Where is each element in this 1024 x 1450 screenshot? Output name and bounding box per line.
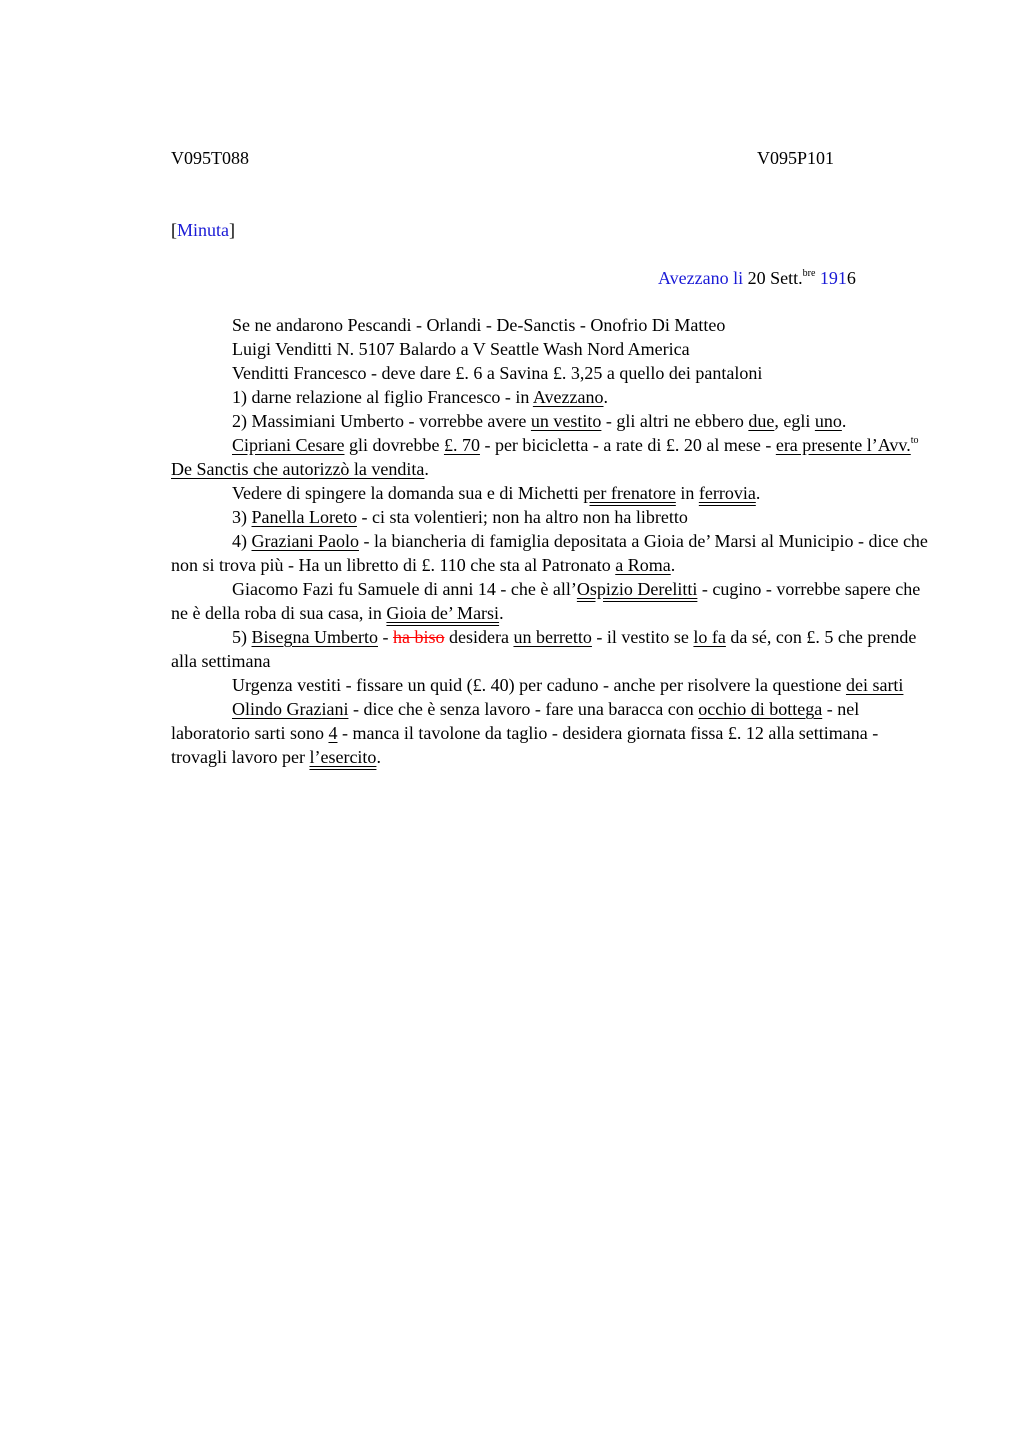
paragraph: 1) darne relazione al figlio Francesco - in Avezzano. [232, 387, 609, 407]
dateline-year-part1: 191 [819, 268, 847, 288]
paragraph: Cipriani Cesare gli dovrebbe £. 70 - per bicicletta - a rate di £. 20 al mese - era presente l’Avv.$^{to}$ De Sanctis che autorizzò la vendita. [171, 435, 919, 479]
paragraph: 2) Massimiani Umberto - vorrebbe avere un vestito - gli altri ne ebbero due, egli uno. [232, 411, 847, 431]
right-archive-code: V095P101 [757, 148, 835, 168]
paragraph: 4) Graziani Paolo - la biancheria di famiglia depositata a Gioia de’ Marsi al Municipio - dice che non si trova più - Ha un libretto di £. 110 che sta al Patronato a Roma. [171, 531, 928, 575]
paragraph: Giacomo Fazi fu Samuele di anni 14 - che è all’Ospizio Derelitti - cugino - vorrebbe sapere che ne è della roba di sua casa, in Gioia de’ Marsi. [171, 579, 921, 623]
paragraph: Venditti Francesco - deve dare £. 6 a Savina £. 3,25 a quello dei pantaloni [232, 363, 763, 383]
bracket-close: ] [229, 220, 235, 240]
paragraph: Se ne andarono Pescandi - Orlandi - De-Sanctis - Onofrio Di Matteo [232, 315, 726, 335]
struck-text: ha biso [392, 627, 445, 647]
paragraph: Vedere di spingere la domanda sua e di Michetti per frenatore in ferrovia. [232, 483, 761, 503]
letter-body [171, 313, 931, 769]
paragraph: Olindo Graziani - dice che è senza lavoro - fare una baracca con occhio di bottega - nel laboratorio sarti sono 4 - manca il tavolone da taglio - desidera giornata fissa £. 12 alla settimana - trovagli lavoro per l’esercito. [171, 699, 879, 767]
minuta-label: Minuta [177, 220, 229, 240]
dateline-day-month: 20 Sett. [747, 268, 803, 288]
paragraph: Luigi Venditti N. 5107 Balardo a V Seattle Wash Nord America [232, 339, 690, 359]
dateline [658, 266, 856, 290]
bracket-open: [ [171, 220, 177, 240]
paragraph: Urgenza vestiti - fissare un quid (£. 40) per caduno - anche per risolvere la questione dei sarti [232, 675, 904, 695]
paragraph: 3) Panella Loreto - ci sta volentieri; non ha altro non ha libretto [232, 507, 688, 527]
dateline-month-sup: bre [802, 268, 816, 279]
dateline-year-part2: 6 [846, 268, 856, 288]
paragraph: 5) Bisegna Umberto - ha biso desidera un berretto - il vestito se lo fa da sé, con £. 5 che prende alla settimana [171, 627, 917, 671]
dateline-place: Avezzano li [658, 268, 744, 288]
left-archive-code: V095T088 [171, 148, 249, 168]
minuta-note [171, 218, 235, 242]
